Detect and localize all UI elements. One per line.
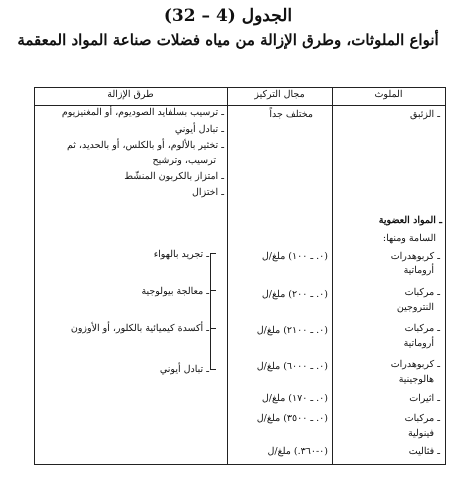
concentration-range: (٠. ـ ١٧٠) ملغ/ل [261,393,328,404]
pollutant-name: ـ كربوهدرات [390,359,440,370]
removal-method: ـ امتزاز بالكربون المنشّط [124,171,224,182]
pollutant-name: ـ مركبات [404,287,440,298]
concentration-range: (٠. ـ ١٠٠) ملغ/ل [261,251,328,262]
concentration-range: (٠. ـ ٣٥٠٠) ملغ/ل [256,413,328,424]
removal-method: ترسيب، وترشيح [152,155,216,166]
pollutant-name: ـ فثاليت [408,446,440,457]
pollutant-name: ـ كربوهدرات [390,251,440,262]
pollutant-name: ـ مركبات [404,413,440,424]
removal-method: ـ معالجة بيولوجية [141,286,209,297]
removal-method: ـ اختزال [192,187,224,198]
concentration-range: (٠. ـ ٦٠٠٠) ملغ/ل [256,361,328,372]
methods-bracket [210,253,211,369]
table-title: أنواع الملوثات، وطرق الإزالة من مياه فضلات صناعة المواد المعقمة [17,31,439,49]
header-rule [34,105,446,106]
header-removal: طرق الإزالة [107,89,154,100]
concentration-range: (٠. ـ ٢٠٠) ملغ/ل [261,289,328,300]
column-divider-2 [332,87,333,465]
removal-method: ـ تخثير بالألوم، أو بالكلس، أو بالحديد، ثم [66,140,224,151]
pollutant-mercury: ـ الزئبق [409,109,440,120]
table-left-rule [34,87,35,465]
concentration-range: (٠-٣٦٠.) ملغ/ل [267,446,328,457]
organic-heading: ـ المواد العضوية [378,215,442,226]
bracket-tick [210,290,216,291]
removal-method: ـ أكسدة كيميائية بالكلور، أو الأوزون [70,323,209,334]
pollutant-name: ـ اثيرات [409,393,440,404]
pollutants-table [34,87,446,465]
mercury-concentration: مختلف جداً [269,109,313,120]
bracket-tick [210,369,216,370]
removal-method: ـ ترسيب بسلفايد الصوديوم، أو المغنيزيوم [61,107,224,118]
table-right-rule [445,87,446,465]
concentration-range: (٠. ـ ٢١٠٠) ملغ/ل [256,325,328,336]
header-pollutant: الملوث [374,89,403,100]
pollutant-name-cont: هالوجينية [398,374,434,385]
organic-subheading: السامة ومنها: [382,233,436,244]
pollutant-name-cont: أروماتية [403,265,434,276]
column-divider-1 [227,87,228,465]
removal-method: ـ تجريد بالهواء [153,249,209,260]
pollutant-name-cont: النتروجين [396,302,434,313]
bracket-tick [210,328,216,329]
pollutant-name-cont: أروماتية [403,338,434,349]
table-top-rule [34,87,446,88]
table-number: الجدول (4 – 32) [163,6,293,26]
pollutant-name: ـ مركبات [404,323,440,334]
bracket-tick [210,253,216,254]
header-concentration: مجال التركيز [254,89,305,100]
removal-method: ـ تبادل أيوني [159,364,209,375]
table-bottom-rule [34,464,446,465]
pollutant-name-cont: فينولية [407,428,434,439]
removal-method: ـ تبادل أيوني [174,124,224,135]
